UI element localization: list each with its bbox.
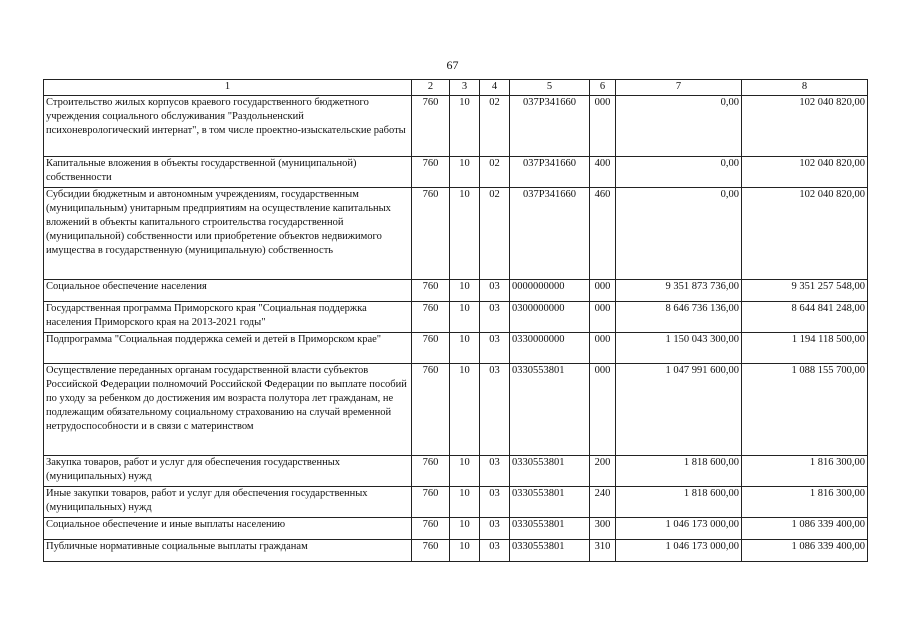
table-row <box>44 302 868 333</box>
row-name: Закупка товаров, работ и услуг для обеспечения государственных (муниципальных) нужд <box>44 456 412 487</box>
amount-col8: 1 194 118 500,00 <box>742 333 868 364</box>
row-name: Социальное обеспечение и иные выплаты населению <box>44 518 412 540</box>
code-expense-type: 000 <box>590 280 616 302</box>
code-expense-type: 200 <box>590 456 616 487</box>
code-target: 0300000000 <box>510 302 590 333</box>
code-subsection: 03 <box>480 518 510 540</box>
amount-col7: 0,00 <box>616 157 742 188</box>
amount-col8: 8 644 841 248,00 <box>742 302 868 333</box>
code-section: 10 <box>450 157 480 188</box>
code-subsection: 03 <box>480 302 510 333</box>
amount-col7: 9 351 873 736,00 <box>616 280 742 302</box>
column-header: 6 <box>590 80 616 96</box>
code-subsection: 03 <box>480 364 510 456</box>
table-row <box>44 157 868 188</box>
table-row <box>44 96 868 157</box>
column-header: 2 <box>412 80 450 96</box>
code-expense-type: 310 <box>590 540 616 562</box>
code-subsection: 02 <box>480 188 510 280</box>
code-expense-type: 000 <box>590 302 616 333</box>
table-row <box>44 518 868 540</box>
amount-col7: 1 818 600,00 <box>616 487 742 518</box>
code-target: 0330553801 <box>510 487 590 518</box>
code-expense-type: 000 <box>590 364 616 456</box>
code-section: 10 <box>450 487 480 518</box>
amount-col7: 1 046 173 000,00 <box>616 518 742 540</box>
table-row <box>44 333 868 364</box>
amount-col8: 102 040 820,00 <box>742 188 868 280</box>
row-name: Социальное обеспечение населения <box>44 280 412 302</box>
amount-col7: 1 047 991 600,00 <box>616 364 742 456</box>
code-section: 10 <box>450 188 480 280</box>
row-name: Государственная программа Приморского края "Социальная поддержка населения Приморского края на 2013-2021 годы" <box>44 302 412 333</box>
code-expense-type: 000 <box>590 96 616 157</box>
column-header: 3 <box>450 80 480 96</box>
amount-col7: 8 646 736 136,00 <box>616 302 742 333</box>
code-admin: 760 <box>412 302 450 333</box>
code-section: 10 <box>450 333 480 364</box>
row-name: Капитальные вложения в объекты государственной (муниципальной) собственности <box>44 157 412 188</box>
code-section: 10 <box>450 364 480 456</box>
table-row <box>44 188 868 280</box>
code-subsection: 02 <box>480 96 510 157</box>
column-header: 5 <box>510 80 590 96</box>
code-admin: 760 <box>412 364 450 456</box>
code-expense-type: 460 <box>590 188 616 280</box>
code-target: 0330000000 <box>510 333 590 364</box>
amount-col8: 102 040 820,00 <box>742 96 868 157</box>
code-admin: 760 <box>412 96 450 157</box>
column-header: 7 <box>616 80 742 96</box>
code-target: 037P341660 <box>510 188 590 280</box>
table-row <box>44 280 868 302</box>
row-name: Субсидии бюджетным и автономным учреждениям, государственным (муниципальным) унитарным предприятиям на осуществление капитальных вложений в объекты капитального строительства государственной (муниципальной) собственности или приобретение объектов недвижимого имущества в государственную (муниципальную) собственность <box>44 188 412 280</box>
code-subsection: 03 <box>480 280 510 302</box>
code-section: 10 <box>450 518 480 540</box>
code-expense-type: 300 <box>590 518 616 540</box>
code-target: 0330553801 <box>510 540 590 562</box>
code-admin: 760 <box>412 157 450 188</box>
column-header: 4 <box>480 80 510 96</box>
code-target: 0330553801 <box>510 364 590 456</box>
amount-col7: 1 046 173 000,00 <box>616 540 742 562</box>
code-admin: 760 <box>412 540 450 562</box>
budget-table <box>43 79 868 562</box>
amount-col7: 1 818 600,00 <box>616 456 742 487</box>
amount-col7: 1 150 043 300,00 <box>616 333 742 364</box>
code-section: 10 <box>450 540 480 562</box>
page-number: 67 <box>446 58 459 72</box>
row-name: Подпрограмма "Социальная поддержка семей и детей в Приморском крае" <box>44 333 412 364</box>
code-subsection: 03 <box>480 540 510 562</box>
code-section: 10 <box>450 96 480 157</box>
code-subsection: 03 <box>480 487 510 518</box>
row-name: Иные закупки товаров, работ и услуг для обеспечения государственных (муниципальных) нужд <box>44 487 412 518</box>
code-expense-type: 400 <box>590 157 616 188</box>
code-target: 0000000000 <box>510 280 590 302</box>
code-admin: 760 <box>412 456 450 487</box>
amount-col8: 102 040 820,00 <box>742 157 868 188</box>
code-admin: 760 <box>412 518 450 540</box>
code-subsection: 02 <box>480 157 510 188</box>
row-name: Строительство жилых корпусов краевого государственного бюджетного учреждения социального обслуживания "Раздольненский психоневрологический интернат", в том числе проектно-изыскательские работы <box>44 96 412 157</box>
amount-col8: 1 086 339 400,00 <box>742 540 868 562</box>
amount-col8: 1 816 300,00 <box>742 456 868 487</box>
amount-col7: 0,00 <box>616 188 742 280</box>
code-section: 10 <box>450 456 480 487</box>
code-expense-type: 240 <box>590 487 616 518</box>
amount-col8: 1 086 339 400,00 <box>742 518 868 540</box>
code-target: 0330553801 <box>510 518 590 540</box>
code-subsection: 03 <box>480 456 510 487</box>
row-name: Публичные нормативные социальные выплаты гражданам <box>44 540 412 562</box>
code-expense-type: 000 <box>590 333 616 364</box>
code-admin: 760 <box>412 188 450 280</box>
code-target: 0330553801 <box>510 456 590 487</box>
column-header: 8 <box>742 80 868 96</box>
table-row <box>44 364 868 456</box>
amount-col8: 1 816 300,00 <box>742 487 868 518</box>
code-admin: 760 <box>412 487 450 518</box>
table-row <box>44 456 868 487</box>
column-header: 1 <box>44 80 412 96</box>
amount-col7: 0,00 <box>616 96 742 157</box>
amount-col8: 1 088 155 700,00 <box>742 364 868 456</box>
code-section: 10 <box>450 280 480 302</box>
code-admin: 760 <box>412 333 450 364</box>
row-name: Осуществление переданных органам государственной власти субъектов Российской Федерации полномочий Российской Федерации по выплате пособий по уходу за ребенком до достижения им возраста полутора лет гражданам, не подлежащим обязательному социальному страхованию на случай временной нетрудоспособности и в связи с материнством <box>44 364 412 456</box>
code-subsection: 03 <box>480 333 510 364</box>
code-admin: 760 <box>412 280 450 302</box>
header-row <box>44 80 868 96</box>
code-target: 037P341660 <box>510 96 590 157</box>
code-section: 10 <box>450 302 480 333</box>
code-target: 037P341660 <box>510 157 590 188</box>
table-row <box>44 487 868 518</box>
amount-col8: 9 351 257 548,00 <box>742 280 868 302</box>
table-row <box>44 540 868 562</box>
